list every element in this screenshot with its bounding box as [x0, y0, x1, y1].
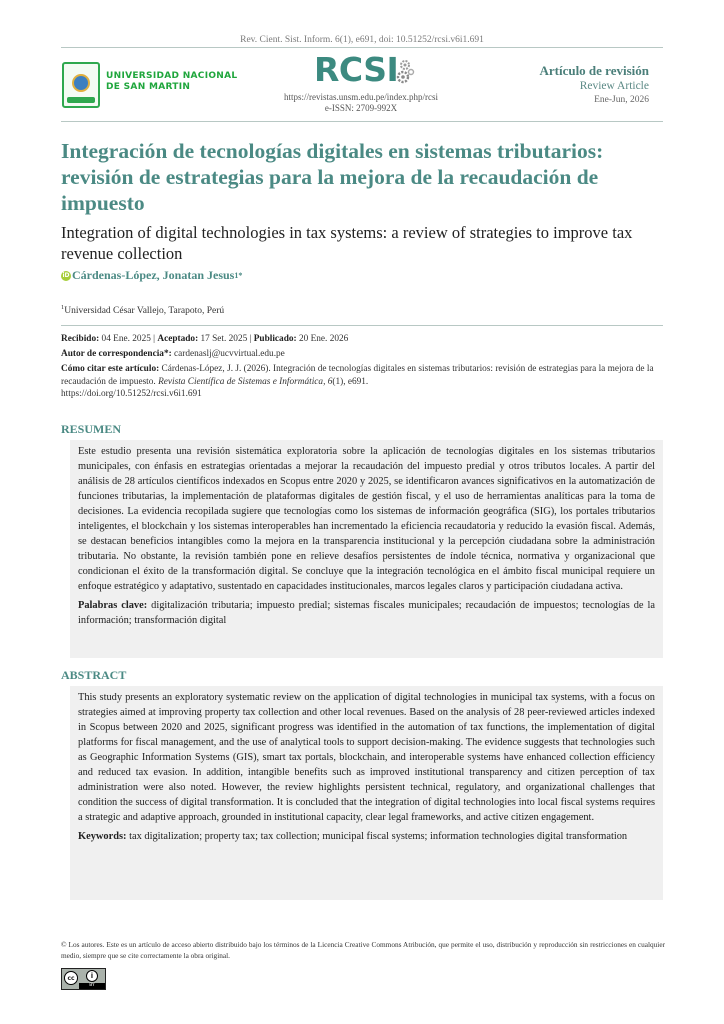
keywords-label-en: Keywords: [78, 831, 127, 842]
abstract-box [70, 686, 663, 900]
by-label: BY [79, 983, 105, 989]
cite-text: Cárdenas-López, J. J. (2026). Integración de tecnologías digitales en sistemas tributarios: revisión de estrategias para la mejora de la recaudación de impuesto. [61, 364, 654, 387]
license-statement: © Los autores. Este es un artículo de acceso abierto distribuido bajo los términos de la Licencia Creative Commons Atribución, que permite el uso, distribución y reproducción sin restricciones en cualquier medio, siempre que se cite correctamente la obra original. [61, 940, 665, 960]
accepted-label: Aceptado: [157, 334, 199, 344]
published-date: 20 Ene. 2026 [296, 334, 349, 344]
cite-doi-link[interactable]: https://doi.org/10.51252/rcsi.v6i1.691 [61, 389, 202, 399]
accepted-date: 17 Set. 2025 | [198, 334, 254, 344]
attribution-icon: i [86, 970, 98, 982]
abstract-heading: ABSTRACT [61, 668, 127, 682]
university-name-line2: DE SAN MARTIN [106, 82, 191, 92]
cc-icon: cc [64, 971, 78, 985]
meta-divider [61, 325, 663, 326]
correspondence-email-link[interactable]: cardenaslj@ucvvirtual.edu.pe [171, 349, 285, 359]
correspondence-line [61, 348, 661, 361]
article-type-en: Review Article [579, 80, 649, 92]
article-title-en: Integration of digital technologies in tax systems: a review of strategies to improve tax revenue collection [61, 223, 633, 263]
journal-issn: e-ISSN: 2709-992X [324, 103, 398, 113]
resumen-heading: RESUMEN [61, 422, 122, 436]
cite-issue: (1), e691. [332, 376, 369, 387]
issue-period: Ene-Jun, 2026 [594, 95, 649, 105]
published-label: Publicado: [253, 334, 297, 344]
author-line [61, 268, 242, 283]
university-emblem-icon [72, 74, 90, 92]
header-divider-bottom [61, 121, 663, 122]
resumen-keywords [78, 598, 655, 628]
affiliation [61, 304, 224, 316]
university-name-line1: UNIVERSIDAD NACIONAL [106, 71, 238, 81]
author-affiliation-marker: 1* [234, 271, 243, 280]
journal-logo: RCSI [314, 50, 399, 89]
article-type-es: Artículo de revisión [539, 63, 649, 78]
cite-journal: Revista Científica de Sistemas e Informática, 6 [158, 376, 333, 387]
gears-icon [396, 58, 416, 86]
orcid-icon[interactable]: iD [62, 272, 70, 279]
author-name: Cárdenas-López, Jonatan Jesus [72, 268, 235, 282]
dates-line [61, 333, 661, 346]
abstract-keywords [78, 829, 655, 844]
abstract-body: This study presents an exploratory systematic review on the application of digital technologies in municipal tax systems, with a focus on strategies aimed at improving property tax collection and other local revenues. Based on the analysis of 28 peer-reviewed articles indexed in Scopus between 2020 and 2025, significant progress was identified in the automation of tax functions, the implementation of digital platforms for fiscal management, and the use of analytical tools to support decision-making. The evidence suggests that technologies such as Geographic Information Systems (GIS), smart tax portals, blockchain, and interoperable systems have enhanced collection efficiency and reduced tax evasion. In addition, intangible benefits such as improved institutional transparency and citizen perception of tax administration were also noted. However, the review highlights persistent technical, regulatory, and organizational challenges that condition the success of digital transformation. It is concluded that the integration of digital technologies into local fiscal systems requires a strategic and adaptive approach, grounded in institutional capacity, clear legal frameworks, and active citizen engagement. [78, 692, 655, 823]
received-date: 04 Ene. 2025 | [99, 334, 158, 344]
university-name [106, 71, 237, 93]
resumen-body: Este estudio presenta una revisión sistemática exploratoria sobre la aplicación de tecnologías digitales en los sistemas tributarios municipales, con énfasis en estrategias orientadas a mejorar la recaudación del impuesto predial y otros tributos locales. A partir del análisis de 28 artículos científicos indexados en Scopus entre 2020 y 2025, se identificaron avances significativos en la automatización de funciones tributarias, la implementación de plataformas digitales de gestión fiscal, y el uso de herramientas analíticas para la toma de decisiones. La evidencia recopilada sugiere que tecnologías como los sistemas de información geográfica (SIG), los portales tributarios inteligentes, el blockchain y los sistemas interoperables han incrementado la eficiencia recaudatoria y reducido la evasión fiscal. Además, se destacan beneficios intangibles como la mejora en la transparencia institucional y la percepción ciudadana sobre la administración tributaria. No obstante, la revisión también pone en relieve desafíos persistentes de índole técnica, normativa y organizacional que condicionan el éxito de la transformación digital. Se concluye que la integración tecnológica en el ámbito fiscal municipal requiere un enfoque estratégico y adaptativo, sustentado en capacidades institucionales, marcos legales claros y participación ciudadana activa. [78, 446, 655, 592]
affiliation-marker: 1 [61, 304, 65, 311]
keywords-en: tax digitalization; property tax; tax collection; municipal fiscal systems; information technologies digital transformation [126, 831, 628, 842]
keywords-label-es: Palabras clave: [78, 600, 148, 611]
received-label: Recibido: [61, 334, 100, 344]
article-title-es: Integración de tecnologías digitales en sistemas tributarios: revisión de estrategias para la mejora de la recaudación de impuesto [61, 139, 604, 215]
header-divider-top [61, 47, 663, 48]
how-to-cite [61, 363, 661, 401]
university-shield-logo [62, 62, 100, 108]
keywords-es: digitalización tributaria; impuesto predial; sistemas fiscales municipales; recaudación de impuestos; tecnologías de la información; transformación digital [78, 600, 655, 626]
cite-label: Cómo citar este artículo: [61, 364, 160, 374]
correspondence-label: Autor de correspondencia*: [61, 349, 172, 359]
journal-url-link[interactable]: https://revistas.unsm.edu.pe/index.php/rcsi [284, 92, 438, 102]
cc-by-license-badge[interactable] [61, 968, 106, 990]
university-emblem-band [67, 97, 95, 103]
journal-citation-line: Rev. Cient. Sist. Inform. 6(1), e691, doi: 10.51252/rcsi.v6i1.691 [240, 35, 484, 45]
article-metadata [61, 333, 661, 403]
affiliation-text: Universidad César Vallejo, Tarapoto, Perú [64, 306, 225, 317]
resumen-box [70, 440, 663, 658]
